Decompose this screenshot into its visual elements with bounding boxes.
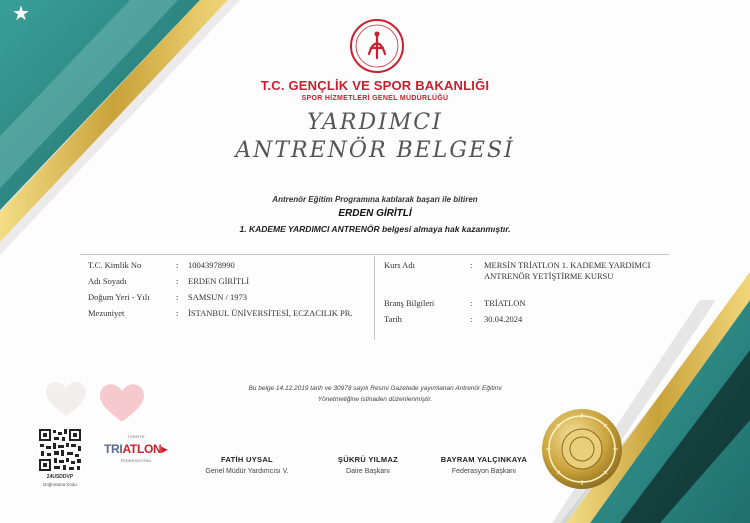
info-label: Kurs Adı [384,260,415,270]
verification-code: 24USDDVP [46,474,74,480]
signatory-2 [318,455,418,475]
legal-note-line1: Bu belge 14.12.2019 tarih ve 30978 sayılı Resmi Gazetede yayımlanan Antrenör Eğitimi [248,385,502,392]
statement-intro: Antrenör Eğitim Programına katılarak başarı ile bitiren [272,195,478,204]
signatory-role: Genel Müdür Yardımcısı V. [205,468,289,475]
info-value: SAMSUN / 1973 [188,292,248,302]
ministry-emblem-icon [349,18,405,74]
holder-name: ERDEN GİRİTLİ [338,208,412,219]
certificate-title-line2: ANTRENÖR BELGESİ [235,138,515,163]
heart-icon [100,384,144,424]
info-label: Tarih [384,314,402,324]
certificate-page: ★ T.C. GENÇLİK VE SPOR BAKANLIĞI SPOR HİZMETLERİ GENEL MÜDÜRLÜĞÜ YARDIMCI ANTRENÖR BELGESİ Antrenör Eğitim Programına katılarak başarı ile bitiren ERDEN GİRİTLİ 1. KADEME YARDIMCI ANTRENÖR belgesi almaya hak kazanmıştır. T.C. Kimlik No : 10043978990 Adı Soyadı : ERDEN GİRİTLİ Doğum Yeri - Yılı : SAMSUN / 1973 Mezuniyet : İSTANBUL ÜNİVERSİTESİ, ECZACILIK PR. Kurs Adı : MERSİN TRİATLON 1. KADEME YARDIMCI ANTRENÖR YETİŞTİRME KURSU Branş Bilgileri : TRİATLON Tarih : 30.04.2024 Bu belge 14.12.2019 tarih ve 30978 sayılı Resmi Gazetede yayımlanan Antrenör Eğitimi Yönetmeliğine istinaden düzenlenmiştir. 24USDDVP Doğrulama Kodu TÜRKİYE TRIATLON▸ FEDERASYONU FATİH UYSAL Genel Müdür Yardımcısı V. ŞÜKRÜ YILMAZ Daire Başkanı BAYRAM YALÇINKAYA Federasyon Başkanı [0,0,750,523]
ministry-name: T.C. GENÇLİK VE SPOR BAKANLIĞI [260,78,490,93]
info-label: Branş Bilgileri [384,298,435,308]
certificate-title-line1: YARDIMCI [307,110,443,135]
federation-logo-name-part1: TRI [104,442,123,456]
star-icon: ★ [12,3,30,25]
info-value: ERDEN GİRİTLİ [188,276,250,286]
info-value: TRİATLON [484,298,526,308]
federation-logo-top: TÜRKİYE [127,434,145,439]
divider [370,254,670,255]
qr-code-icon [38,428,82,472]
federation-logo-name: TRIATLON▸ [104,442,168,456]
signatory-role: Daire Başkanı [346,468,390,475]
divider [80,254,370,255]
info-label: Mezuniyet [88,308,125,318]
divider [374,256,375,340]
heart-icon [46,382,86,418]
directorate-name: SPOR HİZMETLERİ GENEL MÜDÜRLÜĞÜ [301,95,449,102]
signatory-name: FATİH UYSAL [221,455,273,464]
info-value: 30.04.2024 [484,314,523,324]
signatory-name: ŞÜKRÜ YILMAZ [337,455,399,464]
signatory-role: Federasyon Başkanı [451,468,517,475]
gold-seal-icon [537,404,627,494]
info-value: MERSİN TRİATLON 1. KADEME YARDIMCI ANTRENÖR YETİŞTİRME KURSU [484,260,651,281]
federation-logo-name-part2: ATLON [122,442,162,456]
statement-qualification: 1. KADEME YARDIMCI ANTRENÖR belgesi almaya hak kazanmıştır. [239,224,511,234]
federation-logo [100,434,172,468]
info-label: T.C. Kimlik No [88,260,142,270]
legal-note-line2: Yönetmeliğine istinaden düzenlenmiştir. [317,396,433,403]
verification-caption: Doğrulama Kodu [43,482,77,487]
info-label: Doğum Yeri - Yılı [88,292,150,302]
federation-logo-bottom: FEDERASYONU [120,458,152,463]
info-label: Adı Soyadı [88,276,127,286]
info-value: 10043978990 [188,260,235,270]
signatory-1 [184,455,310,475]
signatory-name: BAYRAM YALÇINKAYA [440,455,528,464]
info-value: İSTANBUL ÜNİVERSİTESİ, ECZACILIK PR. [188,308,353,318]
signatory-3 [424,455,544,475]
